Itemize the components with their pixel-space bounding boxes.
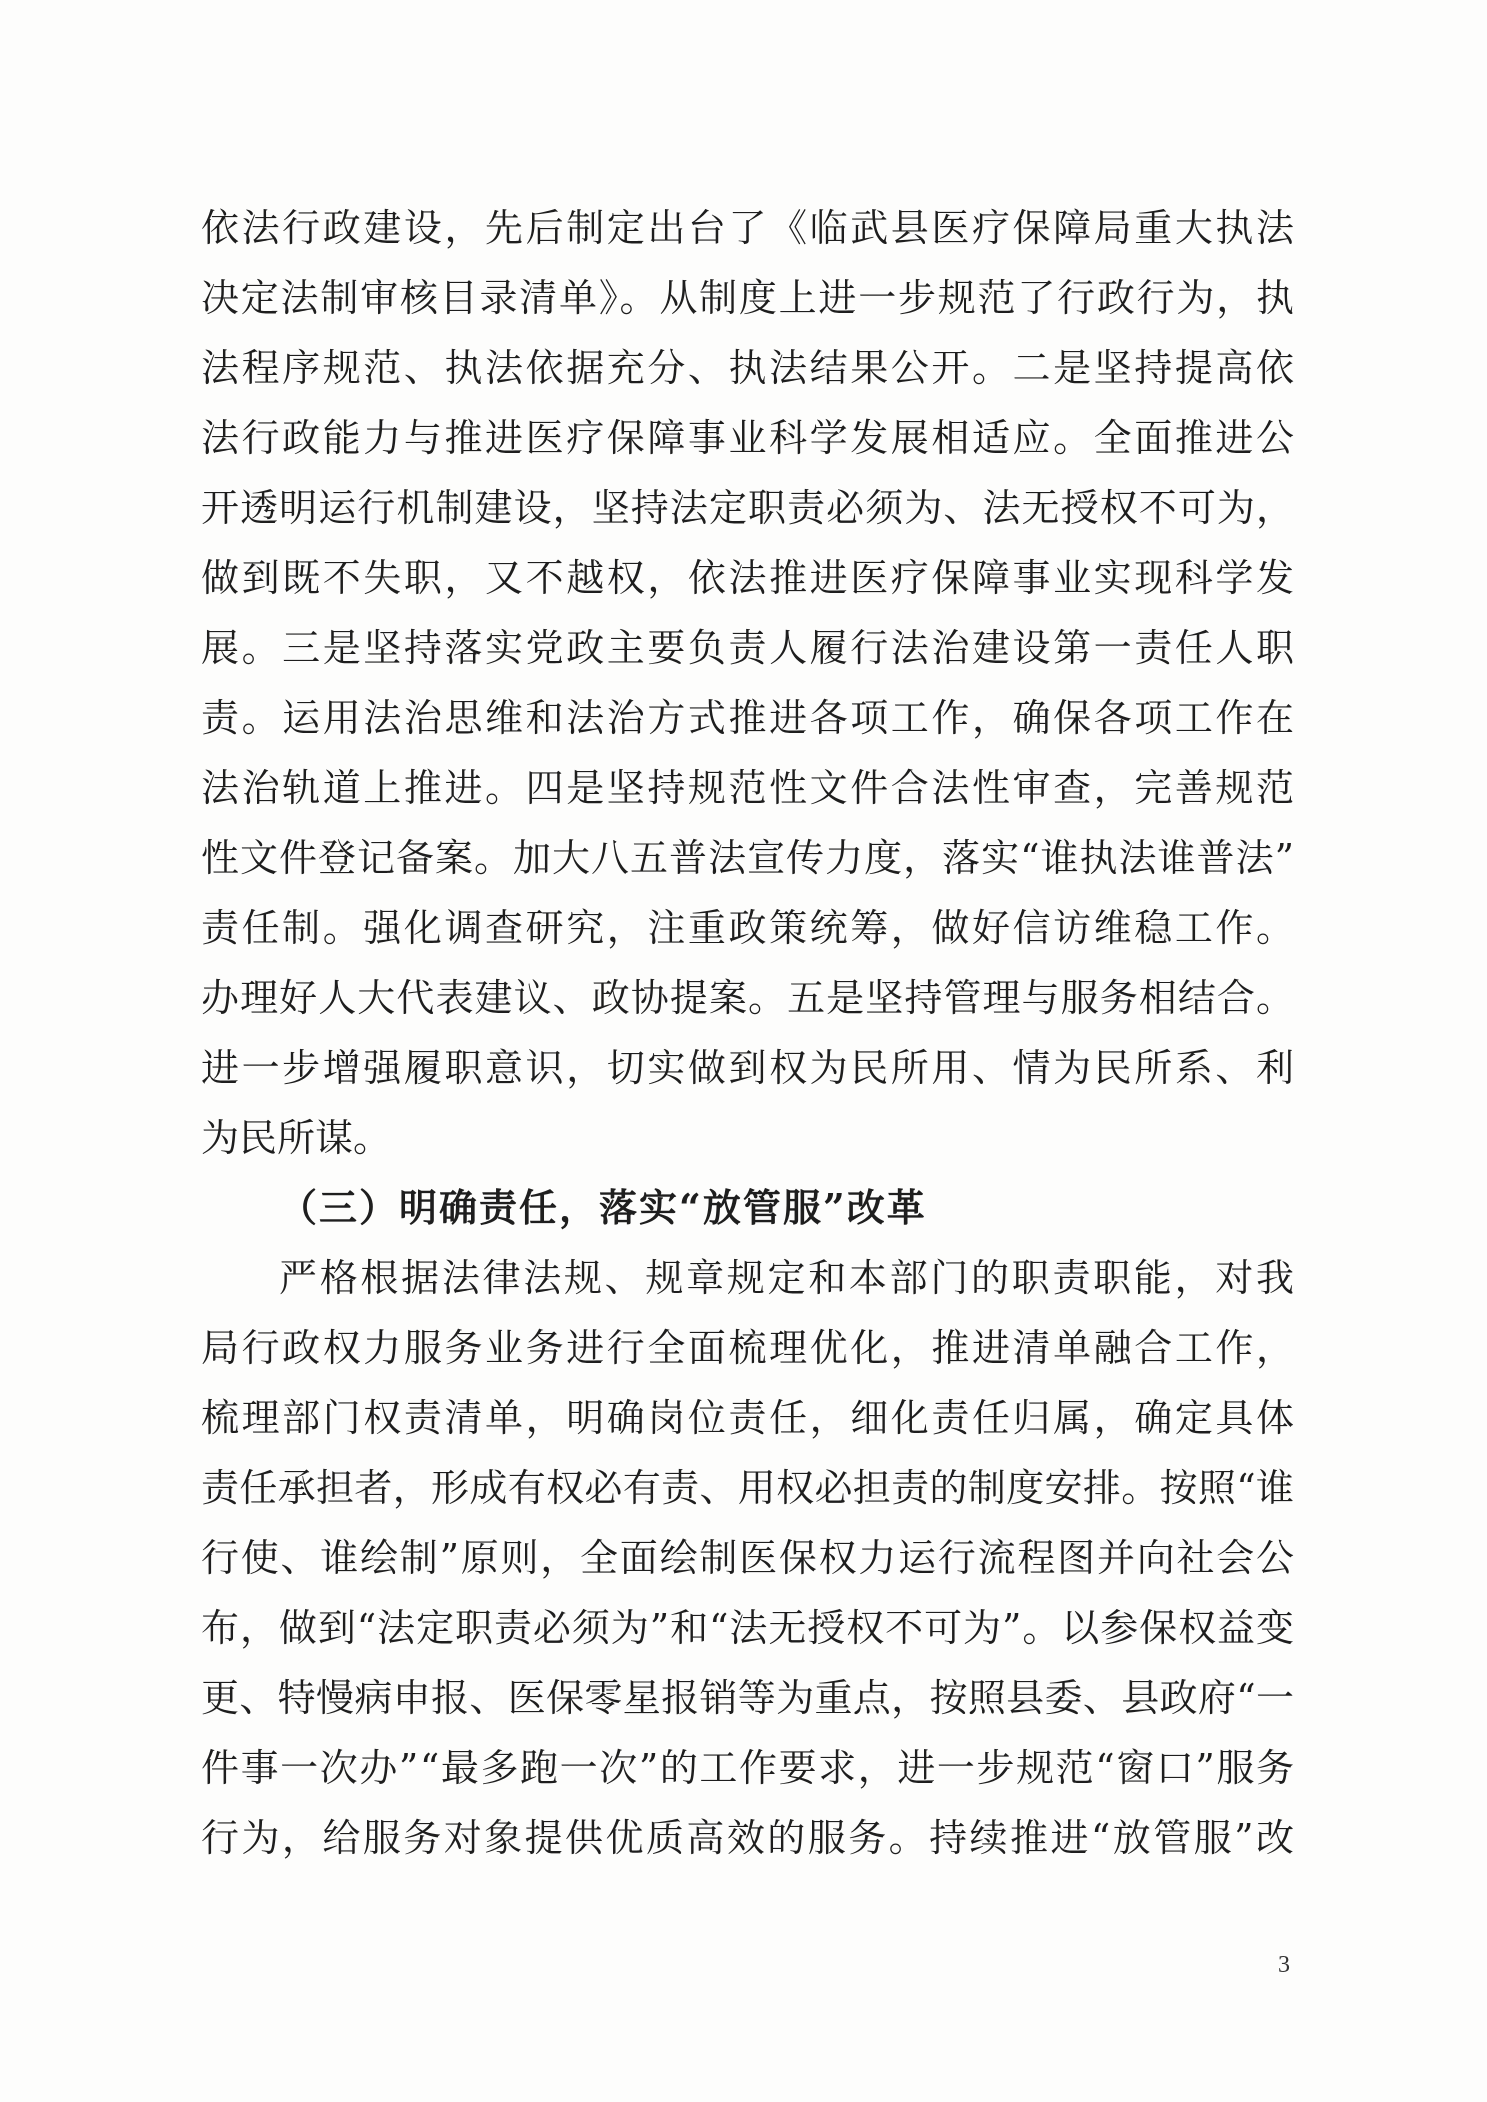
text-line: 更、特慢病申报、医保零星报销等为重点，按照县委、县政府“一 — [201, 1676, 1295, 1720]
text-line: 法程序规范、执法依据充分、执法结果公开。二是坚持提高依 — [201, 346, 1297, 390]
paragraph — [201, 193, 1297, 1173]
page-number: 3 — [1278, 1952, 1290, 1978]
text-line: 法治轨道上推进。四是坚持规范性文件合法性审查，完善规范 — [201, 766, 1297, 810]
text-line-last: 为民所谋。 — [201, 1116, 392, 1160]
text-line: 梳理部门权责清单，明确岗位责任，细化责任归属，确定具体 — [201, 1396, 1297, 1440]
section-heading: （三）明确责任，落实“放管服”改革 — [279, 1185, 927, 1230]
text-line: 局行政权力服务业务进行全面梳理优化，推进清单融合工作， — [201, 1326, 1297, 1370]
text-line: 开透明运行机制建设，坚持法定职责必须为、法无授权不可为， — [201, 486, 1296, 530]
body-text — [201, 193, 1297, 1873]
paragraph — [201, 1243, 1297, 1873]
text-line: 责任制。强化调查研究，注重政策统筹，做好信访维稳工作。 — [201, 906, 1297, 950]
text-line: 责任承担者，形成有权必有责、用权必担责的制度安排。按照“谁 — [201, 1466, 1295, 1510]
text-line: 件事一次办”“最多跑一次”的工作要求，进一步规范“窗口”服务 — [201, 1746, 1296, 1790]
text-line: 决定法制审核目录清单》。从制度上进一步规范了行政行为，执 — [201, 276, 1296, 320]
text-line: 法行政能力与推进医疗保障事业科学发展相适应。全面推进公 — [201, 416, 1297, 460]
text-line: 性文件登记备案。加大八五普法宣传力度，落实“谁执法谁普法” — [201, 836, 1296, 880]
text-line-first: 严格根据法律法规、规章规定和本部门的职责职能，对我 — [279, 1256, 1297, 1300]
text-line: 展。三是坚持落实党政主要负责人履行法治建设第一责任人职 — [201, 626, 1297, 670]
text-line: 做到既不失职，又不越权，依法推进医疗保障事业实现科学发 — [201, 556, 1297, 600]
text-line: 办理好人大代表建议、政协提案。五是坚持管理与服务相结合。 — [201, 976, 1296, 1020]
text-line: 依法行政建设，先后制定出台了《临武县医疗保障局重大执法 — [201, 206, 1297, 250]
text-line: 责。运用法治思维和法治方式推进各项工作，确保各项工作在 — [201, 696, 1297, 740]
text-line: 行为，给服务对象提供优质高效的服务。持续推进“放管服”改 — [201, 1816, 1297, 1860]
text-line: 行使、谁绘制”原则，全面绘制医保权力运行流程图并向社会公 — [201, 1536, 1296, 1580]
text-line: 布，做到“法定职责必须为”和“法无授权不可为”。以参保权益变 — [201, 1606, 1295, 1650]
text-line: 进一步增强履职意识，切实做到权为民所用、情为民所系、利 — [201, 1046, 1297, 1090]
